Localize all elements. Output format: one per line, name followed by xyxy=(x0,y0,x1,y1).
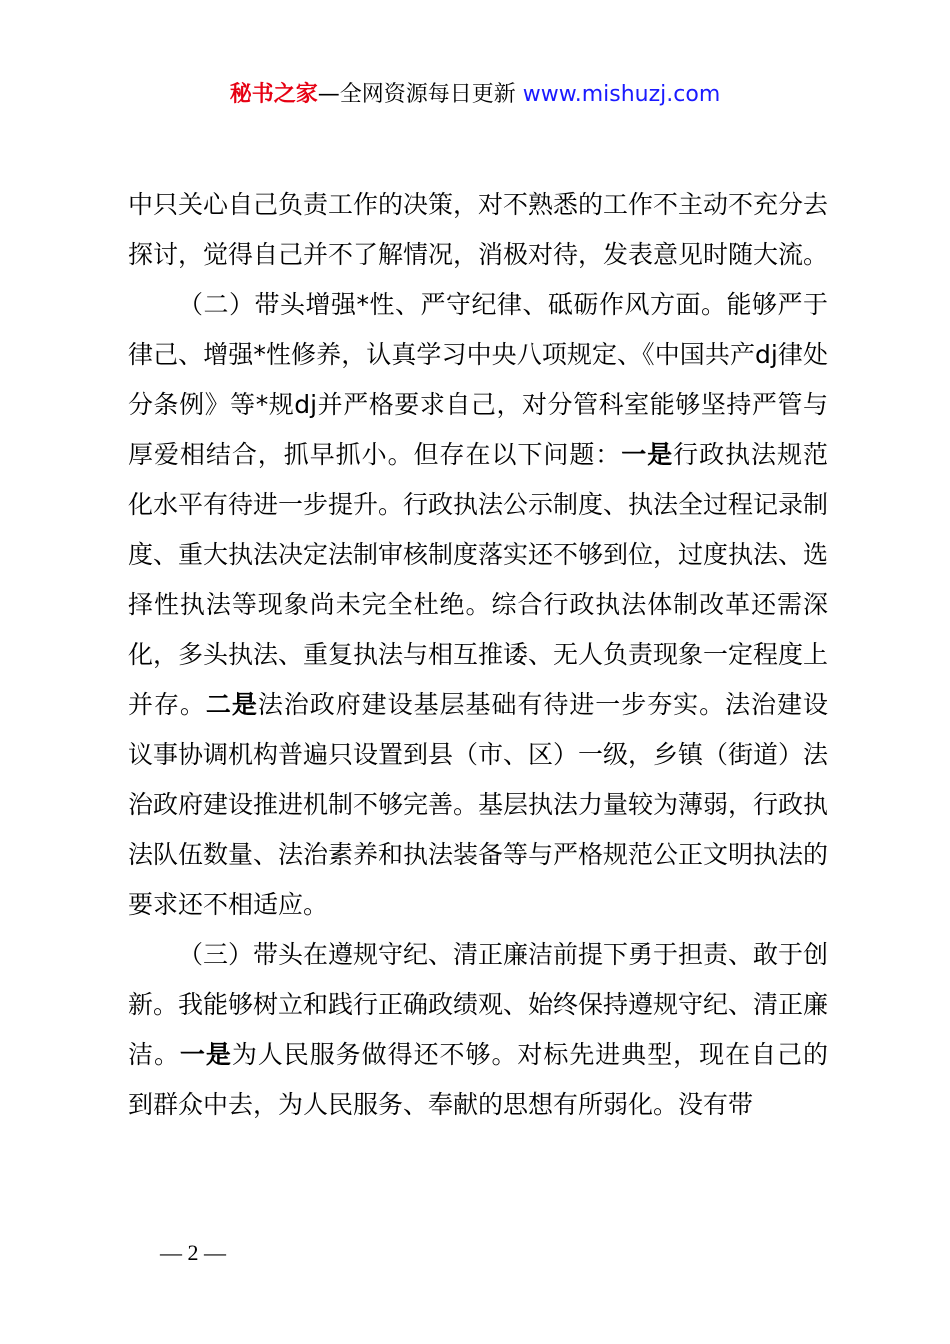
paragraph-3-bold-1: 一是 xyxy=(179,1040,232,1069)
page-number: — 2 — xyxy=(160,1240,226,1265)
paragraph-2-text-c: 法治政府建设基层基础有待进一步夯实。法治建设议事协调机构普遍只设置到县（市、区）一级，乡镇（街道）法治政府建设推进机制不够完善。基层执法力量较为薄弱，行政执法队伍数量、法治素养和执法装备等与严格规范公正文明执法的要求还不相适应。 xyxy=(128,690,829,919)
header-brand: 秘书之家 xyxy=(229,82,318,107)
paragraph-3-text-a: （三）带头在遵规守纪、清正廉洁前提下勇于担责、敢于创新。我能够树立和践行正确政绩观、始终保持遵规守纪、清正廉洁。 xyxy=(128,940,829,1069)
header-url-link[interactable]: www.mishuzj.com xyxy=(522,82,721,107)
paragraph-1 xyxy=(128,180,828,280)
page-header xyxy=(0,80,950,110)
paragraph-3-text-b: 为人民服务做得还不够。对标先进典型，现在自己的到群众中去，为人民服务、奉献的思想有所弱化。没有带 xyxy=(128,1040,828,1119)
paragraph-2-bold-2: 二是 xyxy=(205,690,258,719)
paragraph-2-text-b: 行政执法规范化水平有待进一步提升。行政执法公示制度、执法全过程记录制度、重大执法决定法制审核制度落实还不够到位，过度执法、选择性执法等现象尚未完全杜绝。综合行政执法体制改革还需深化，多头执法、重复执法与相互推诿、无人负责现象一定程度上并存。 xyxy=(128,440,829,719)
paragraph-1-text: 中只关心自己负责工作的决策，对不熟悉的工作不主动不充分去探讨，觉得自己并不了解情况，消极对待，发表意见时随大流。 xyxy=(128,190,829,269)
paragraph-2-text-a: （二）带头增强*性、严守纪律、砥砺作风方面。能够严于律己、增强*性修养，认真学习中央八项规定、《中国共产dj律处分条例》等*规dj并严格要求自己，对分管科室能够坚持严管与厚爱相结合，抓早抓小。但存在以下问题： xyxy=(128,290,828,469)
paragraph-2 xyxy=(128,280,828,930)
header-slogan: —全网资源每日更新 xyxy=(317,82,516,107)
document-body xyxy=(128,180,828,1130)
paragraph-2-bold-1: 一是 xyxy=(621,440,674,469)
paragraph-3 xyxy=(128,930,828,1130)
